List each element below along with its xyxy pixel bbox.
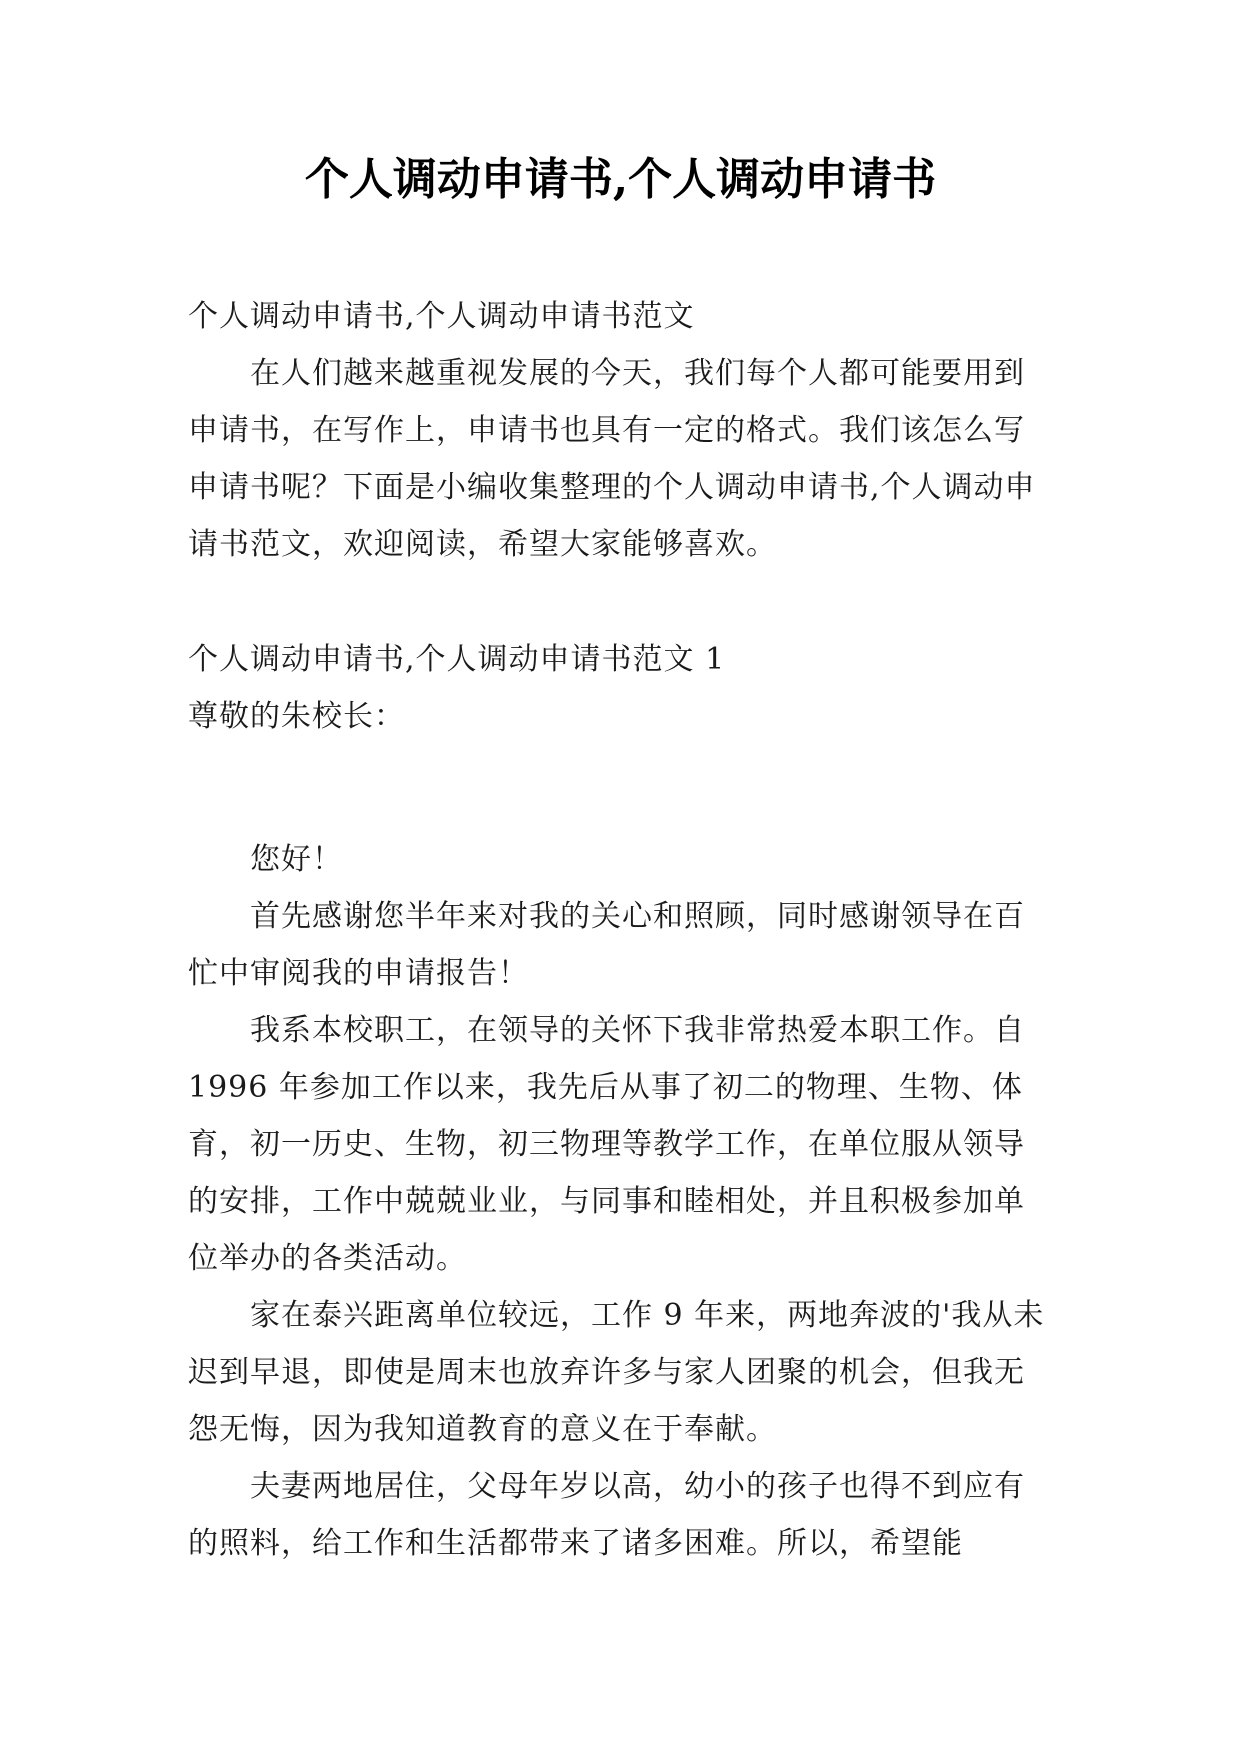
section-heading: 个人调动申请书,个人调动申请书范文 1 <box>188 642 726 677</box>
salutation: 尊敬的朱校长： <box>188 699 405 734</box>
intro-paragraph: 在人们越来越重视发展的今天，我们每个人都可能要用到申请书，在写作上，申请书也具有一定的格式。我们该怎么写申请书呢？下面是小编收集整理的个人调动申请书,个人调动申请书范文，欢迎阅读，希望大家能够喜欢。 <box>188 356 1036 562</box>
body-paragraph: 我系本校职工，在领导的关怀下我非常热爱本职工作。自 1996 年参加工作以来，我先后从事了初二的物理、生物、体育，初一历史、生物，初三物理等教学工作，在单位服从领导的安排，工作中兢兢业业，与同事和睦相处，并且积极参加单位举办的各类活动。 <box>188 1013 1025 1276</box>
greeting: 您好！ <box>250 842 343 877</box>
document-body <box>188 288 1050 1572</box>
body-paragraph: 首先感谢您半年来对我的关心和照顾，同时感谢领导在百忙中审阅我的申请报告！ <box>188 899 1025 991</box>
body-paragraph: 夫妻两地居住，父母年岁以高，幼小的孩子也得不到应有的照料，给工作和生活都带来了诸多困难。所以，希望能 <box>188 1469 1025 1561</box>
body-paragraph: 家在泰兴距离单位较远，工作 9 年来，两地奔波的'我从未迟到早退，即使是周末也放弃许多与家人团聚的机会，但我无怨无悔，因为我知道教育的意义在于奉献。 <box>188 1298 1045 1447</box>
document-subtitle: 个人调动申请书,个人调动申请书范文 <box>188 299 695 334</box>
document-title: 个人调动申请书,个人调动申请书 <box>304 154 937 205</box>
